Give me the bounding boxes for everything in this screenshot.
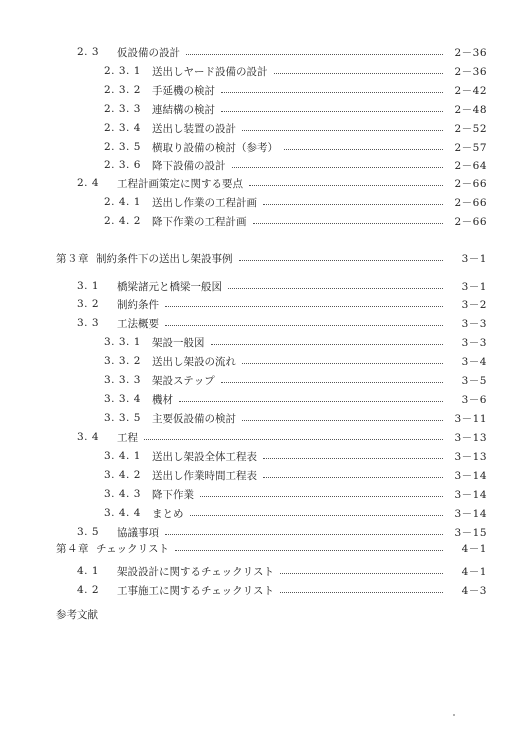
toc-entry-number: 2. 4. 2 (104, 215, 141, 227)
toc-entry-number: 2. 3 (77, 46, 100, 58)
toc-entry (0, 429, 520, 445)
toc-entry-title: 制約条件下の送出し架設事例 (96, 252, 233, 265)
toc-entry-number: 2. 3. 5 (104, 141, 141, 153)
dot-leader (228, 287, 443, 289)
toc-entry-page: 3－14 (454, 507, 487, 520)
toc-entry-page: 3－5 (461, 374, 487, 387)
toc-entry-number: 3. 2 (77, 298, 100, 310)
toc-entry-page: 2－66 (454, 196, 487, 209)
toc-entry-number: 3. 3. 5 (104, 412, 141, 424)
toc-entry-page: 2－52 (454, 122, 487, 135)
toc-entry (0, 250, 520, 266)
toc-entry-title: 送出し架設の流れ (152, 355, 236, 368)
toc-entry-page: 4－3 (461, 584, 487, 597)
toc-entry-title: 橋梁諸元と橋梁一般図 (117, 280, 222, 293)
toc-entry-title: 手延機の検討 (152, 84, 215, 97)
toc-entry-page: 2－36 (454, 46, 487, 59)
toc-entry-page: 3－13 (454, 450, 487, 463)
toc-entry-page: 3－3 (461, 336, 487, 349)
dot-leader (186, 53, 443, 55)
dot-leader (232, 166, 444, 168)
toc-entry-number: 3. 4. 2 (104, 469, 141, 481)
toc-entry-number: 2. 3. 4 (104, 122, 141, 134)
toc-entry-title: まとめ (152, 507, 184, 520)
toc-entry (0, 315, 520, 331)
toc-entry (0, 391, 520, 407)
dot-leader (242, 129, 443, 131)
toc-entry-page: 2－66 (454, 177, 487, 190)
toc-entry-title: 降下設備の設計 (152, 159, 226, 172)
toc-entry-number: 2. 3. 1 (104, 65, 141, 77)
toc-entry-title: チェックリスト (96, 542, 169, 555)
toc-entry-number: 第４章 (56, 542, 89, 555)
dot-leader (165, 305, 443, 307)
toc-entry-title: 送出し作業時間工程表 (152, 469, 257, 482)
toc-entry-number: 2. 3. 2 (104, 84, 141, 96)
toc-entry-title: 連結構の検討 (152, 103, 215, 116)
dot-leader (200, 495, 443, 497)
toc-entry (0, 213, 520, 229)
toc-entry-title: 機材 (152, 393, 173, 406)
dot-leader (242, 419, 443, 421)
toc-entry-page: 4－1 (461, 542, 487, 555)
toc-entry-title: 主要仮設備の検討 (152, 412, 236, 425)
toc-entry-title: 送出し架設全体工程表 (152, 450, 257, 463)
dot-leader (239, 259, 444, 261)
dot-leader (221, 381, 443, 383)
toc-entry (0, 120, 520, 136)
dot-leader (165, 533, 443, 535)
toc-entry (0, 296, 520, 312)
toc-entry-title: 架設ステップ (152, 374, 215, 387)
toc-entry-number: 2. 4 (77, 177, 100, 189)
stray-mark (453, 714, 455, 716)
toc-entry-number: 3. 3. 3 (104, 374, 141, 386)
dot-leader (144, 438, 443, 440)
toc-entry (0, 175, 520, 191)
toc-entry-page: 3－1 (461, 280, 487, 293)
toc-entry (0, 101, 520, 117)
toc-entry-page: 4－1 (461, 565, 487, 578)
toc-entry-title: 協議事項 (117, 526, 159, 539)
toc-entry-page: 2－48 (454, 103, 487, 116)
toc-entry-title: 横取り設備の検討（参考） (152, 141, 278, 154)
toc-entry-page: 2－64 (454, 159, 487, 172)
toc-entry (0, 524, 520, 540)
toc-entry (0, 334, 520, 350)
toc-entry-page: 2－57 (454, 141, 487, 154)
toc-entry-page: 3－14 (454, 469, 487, 482)
toc-entry-number: 3. 4. 3 (104, 488, 141, 500)
toc-entry (0, 44, 520, 60)
dot-leader (263, 203, 443, 205)
toc-entry-title: 送出し装置の設計 (152, 122, 236, 135)
toc-entry-page: 2－42 (454, 84, 487, 97)
dot-leader (280, 572, 443, 574)
toc-entry-number: 4. 1 (77, 565, 100, 577)
toc-entry (0, 372, 520, 388)
toc-entry-page: 2－66 (454, 215, 487, 228)
toc-entry-page: 2－36 (454, 65, 487, 78)
toc-entry-page: 3－4 (461, 355, 487, 368)
toc-entry (0, 486, 520, 502)
toc-entry (0, 563, 520, 579)
toc-entry-page: 3－3 (461, 317, 487, 330)
toc-entry-title: 制約条件 (117, 298, 159, 311)
toc-entry-number: 3. 3. 2 (104, 355, 141, 367)
toc-entry-number: 3. 1 (77, 280, 100, 292)
toc-entry (0, 278, 520, 294)
toc-entry (0, 194, 520, 210)
toc-entry-number: 3. 4 (77, 431, 100, 443)
dot-leader (242, 362, 443, 364)
toc-entry-page: 3－14 (454, 488, 487, 501)
toc-entry-number: 2. 3. 6 (104, 159, 141, 171)
toc-entry-number: 4. 2 (77, 584, 100, 596)
toc-entry-number: 3. 4. 1 (104, 450, 141, 462)
toc-entry-number: 2. 4. 1 (104, 196, 141, 208)
toc-entry-title: 架設一般図 (152, 336, 205, 349)
dot-leader (211, 343, 444, 345)
toc-entry (0, 505, 520, 521)
toc-entry (0, 82, 520, 98)
toc-entry (0, 157, 520, 173)
toc-entry-number: 2. 3. 3 (104, 103, 141, 115)
toc-entry-title: 送出し作業の工程計画 (152, 196, 257, 209)
dot-leader (280, 591, 443, 593)
toc-entry-title: 送出しヤード設備の設計 (152, 65, 268, 78)
toc-entry-number: 3. 3 (77, 317, 100, 329)
dot-leader (165, 324, 443, 326)
toc-entry-number: 第３章 (56, 252, 89, 265)
toc-entry-page: 3－13 (454, 431, 487, 444)
toc-entry (0, 353, 520, 369)
dot-leader (175, 549, 443, 551)
references-heading: 参考文献 (56, 609, 98, 621)
toc-entry-title: 降下作業の工程計画 (152, 215, 247, 228)
dot-leader (179, 400, 443, 402)
toc-entry (0, 540, 520, 556)
dot-leader (284, 148, 443, 150)
toc-entry-title: 工程計画策定に関する要点 (117, 177, 243, 190)
toc-entry-title: 降下作業 (152, 488, 194, 501)
dot-leader (249, 184, 443, 186)
toc-entry (0, 467, 520, 483)
dot-leader (263, 476, 443, 478)
toc-entry-title: 仮設備の設計 (117, 46, 180, 59)
toc-entry-number: 3. 3. 4 (104, 393, 141, 405)
dot-leader (263, 457, 443, 459)
toc-entry-page: 3－6 (461, 393, 487, 406)
toc-entry-number: 3. 3. 1 (104, 336, 141, 348)
dot-leader (190, 514, 444, 516)
dot-leader (221, 91, 443, 93)
toc-entry-page: 3－15 (454, 526, 487, 539)
toc-entry (0, 582, 520, 598)
toc-entry-title: 工法概要 (117, 317, 159, 330)
toc-entry-title: 工事施工に関するチェックリスト (117, 584, 274, 597)
toc-entry (0, 63, 520, 79)
toc-entry (0, 448, 520, 464)
dot-leader (221, 110, 443, 112)
toc-entry-number: 3. 5 (77, 526, 100, 538)
toc-entry-page: 3－1 (461, 252, 487, 265)
dot-leader (253, 222, 444, 224)
toc-entry (0, 410, 520, 426)
toc-entry-number: 3. 4. 4 (104, 507, 141, 519)
toc-entry-page: 3－2 (461, 298, 487, 311)
toc-entry-title: 工程 (117, 431, 138, 444)
toc-entry-title: 架設設計に関するチェックリスト (117, 565, 274, 578)
dot-leader (274, 72, 444, 74)
toc-entry-page: 3－11 (454, 412, 487, 425)
toc-entry (0, 139, 520, 155)
